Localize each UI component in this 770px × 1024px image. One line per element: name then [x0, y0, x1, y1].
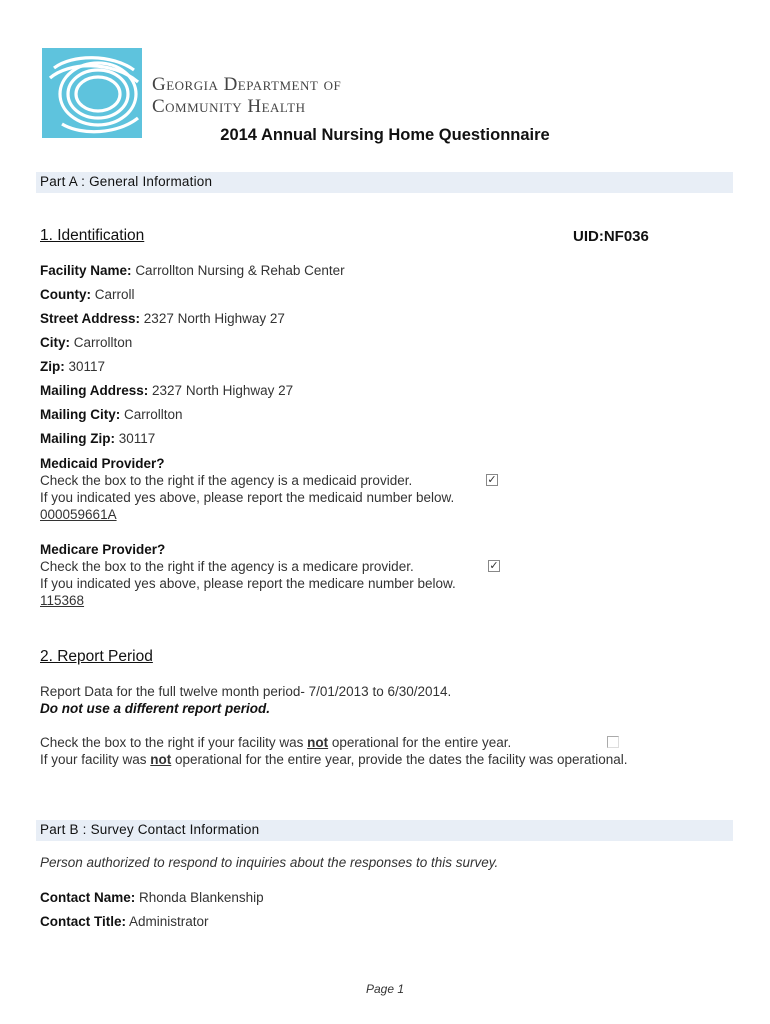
organization-name — [152, 74, 341, 118]
field-value: Carrollton Nursing & Rehab Center — [135, 263, 345, 278]
field-label: Zip: — [40, 359, 65, 374]
field-contact-name — [40, 889, 264, 906]
part-a-header — [36, 172, 733, 193]
identification-heading — [40, 227, 144, 245]
medicaid-label-text: Medicaid Provider? — [40, 456, 165, 471]
text-part: If your facility was — [40, 752, 151, 767]
medicare-label-text: Medicare Provider? — [40, 542, 166, 557]
text-part: Check the box to the right if your facility was — [40, 735, 308, 750]
field-mailing-address — [40, 382, 293, 399]
field-value: Carrollton — [124, 407, 183, 422]
part-b-intro: Person authorized to respond to inquiries about the responses to this survey. — [40, 855, 499, 870]
uid-label: UID:NF036 — [573, 228, 649, 245]
not-operational-checkbox[interactable] — [607, 736, 619, 748]
medicare-note: If you indicated yes above, please report the medicare number below. — [40, 576, 456, 591]
identification-heading-text: 1. Identification — [40, 227, 145, 244]
field-value: Carrollton — [73, 335, 133, 350]
part-b-label: Part B : Survey Contact Information — [40, 822, 260, 837]
field-label: Contact Title: — [40, 914, 127, 929]
text-part: operational for the entire year. — [328, 735, 512, 750]
field-street-address — [40, 310, 285, 327]
report-period-heading — [40, 648, 153, 666]
emphasis-not: not — [307, 735, 329, 750]
not-operational-check-text — [40, 734, 511, 751]
field-city — [40, 334, 132, 351]
org-line-1: Georgia Department of — [152, 74, 342, 95]
part-a-label: Part A : General Information — [40, 174, 213, 189]
field-label: Mailing Address: — [40, 383, 149, 398]
medicare-checkbox[interactable]: ✓ — [489, 560, 499, 572]
emphasis-not: not — [150, 752, 172, 767]
field-label: Mailing Zip: — [40, 431, 115, 446]
text-part: operational for the entire year, provide the dates the facility was operational. — [171, 752, 628, 767]
field-value: 2327 North Highway 27 — [152, 383, 294, 398]
field-value: Administrator — [129, 914, 209, 929]
field-label: Contact Name: — [40, 890, 136, 905]
field-value: 2327 North Highway 27 — [143, 311, 285, 326]
field-label: City: — [40, 335, 70, 350]
field-value: Carroll — [94, 287, 135, 302]
field-label: County: — [40, 287, 91, 302]
field-mailing-zip — [40, 430, 155, 447]
field-value: 30117 — [68, 359, 106, 374]
medicare-check-text: Check the box to the right if the agency is a medicare provider. — [40, 559, 414, 574]
field-contact-title — [40, 913, 209, 930]
document-title: 2014 Annual Nursing Home Questionnaire — [220, 126, 550, 144]
dch-logo — [42, 48, 142, 138]
report-period-heading-text: 2. Report Period — [40, 648, 153, 665]
medicare-number[interactable]: 115368 — [40, 593, 85, 608]
medicaid-number[interactable]: 000059661A — [40, 507, 117, 522]
medicare-label — [40, 541, 165, 558]
field-value: 30117 — [118, 431, 156, 446]
field-mailing-city — [40, 406, 183, 423]
field-county — [40, 286, 135, 303]
medicaid-checkbox[interactable]: ✓ — [487, 474, 497, 486]
field-label: Mailing City: — [40, 407, 121, 422]
report-period-warning: Do not use a different report period. — [40, 701, 271, 716]
field-value: Rhonda Blankenship — [139, 890, 264, 905]
field-zip — [40, 358, 105, 375]
medicaid-label — [40, 455, 165, 472]
org-line-2: Community Health — [152, 96, 306, 117]
report-period-line: Report Data for the full twelve month period- 7/01/2013 to 6/30/2014. — [40, 684, 452, 699]
operational-dates-text — [40, 751, 628, 768]
medicaid-check-text: Check the box to the right if the agency is a medicaid provider. — [40, 473, 413, 488]
medicaid-note: If you indicated yes above, please report the medicaid number below. — [40, 490, 455, 505]
page-number: Page 1 — [365, 982, 405, 996]
part-b-header — [36, 820, 733, 841]
field-label: Facility Name: — [40, 263, 132, 278]
field-label: Street Address: — [40, 311, 141, 326]
field-facility-name — [40, 262, 345, 279]
